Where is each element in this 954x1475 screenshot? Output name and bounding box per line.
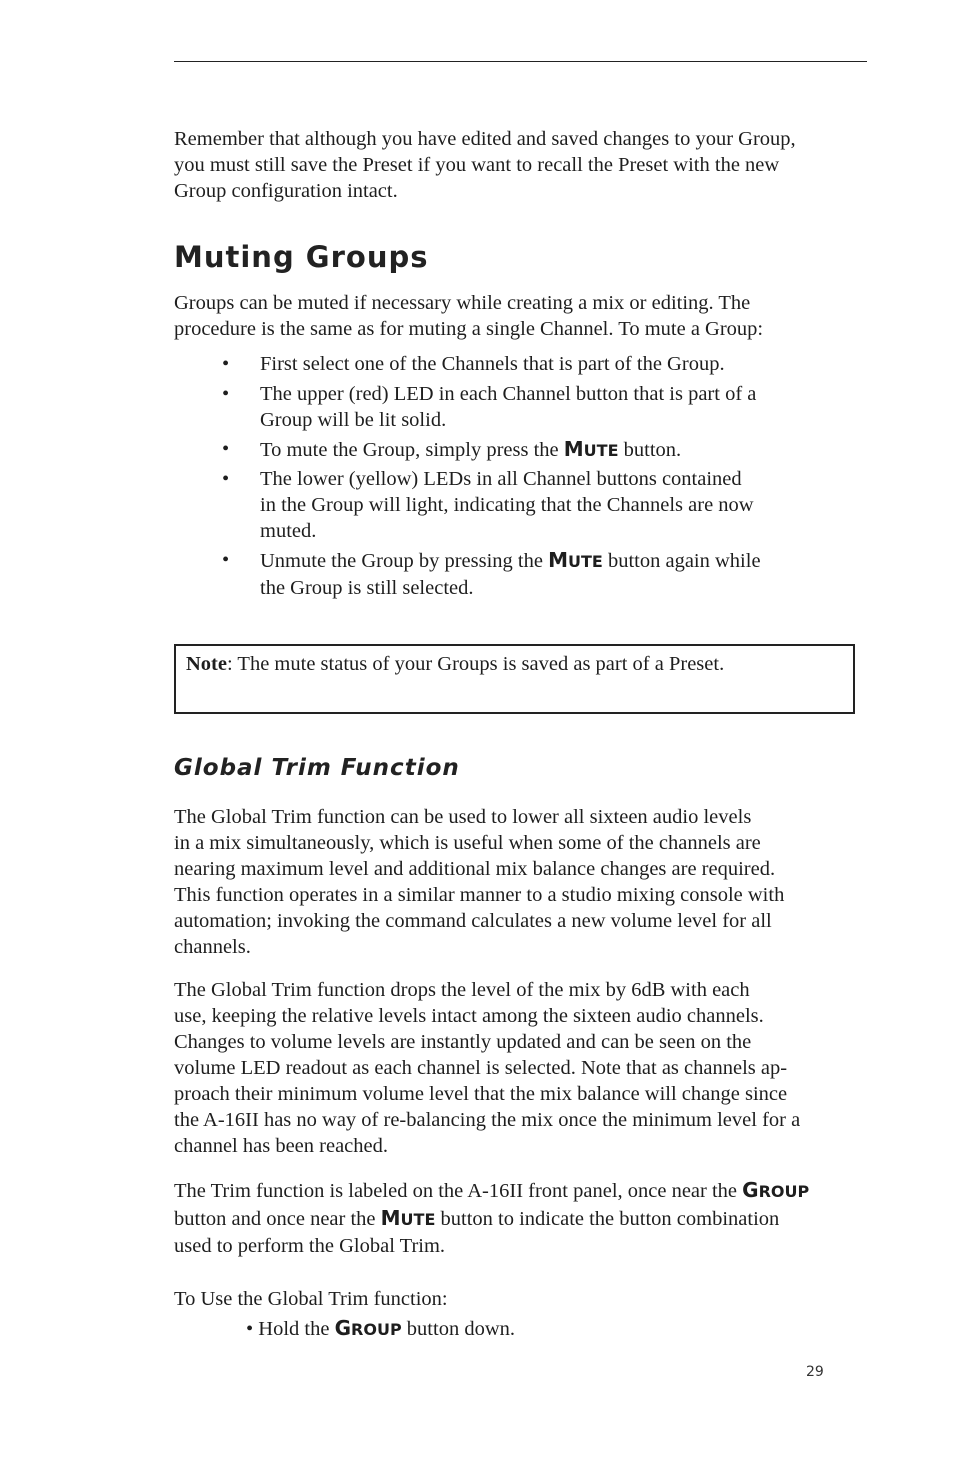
global-trim-heading: Global Trim Function — [174, 755, 460, 781]
muting-groups-heading: Muting Groups — [174, 240, 429, 274]
trim-paragraph-3: The Trim function is labeled on the A-16II front panel, once near the GROUP button and once near the MUTE button to indicate the button combination used to perform the Global Trim. — [174, 1178, 810, 1257]
note-box — [174, 644, 855, 714]
page-number: 29 — [806, 1364, 824, 1380]
mute-key-label: MUTE — [548, 548, 603, 572]
mute-key-label: MUTE — [380, 1206, 436, 1230]
trim-use-title: To Use the Global Trim function: — [174, 1288, 448, 1310]
muting-paragraph: Groups can be muted if necessary while creating a mix or editing. The procedure is the same as for muting a single Channel. To mute a Group: — [174, 292, 764, 340]
group-key-label: GROUP — [742, 1178, 810, 1202]
trim-paragraph-1: The Global Trim function can be used to lower all sixteen audio levels in a mix simultaneously, which is useful when some of the channels are nearing maximum level and additional mix balance changes are required. This function operates in a similar manner to a studio mixing console with automation; invoking the command calculates a new volume level for all channels. — [174, 806, 785, 958]
trim-paragraph-2: The Global Trim function drops the level of the mix by 6dB with each use, keeping the relative levels intact among the sixteen audio channels. Changes to volume levels are instantly updated and can be seen on the volume LED readout as each channel is selected. Note that as channels ap- proach their minimum volume level that the mix balance will change since the A-16II has no way of re-balancing the mix once the minimum level for a channel has been reached. — [174, 979, 801, 1157]
hold-group-step: • Hold the GROUP button down. — [246, 1316, 515, 1340]
note-text: Note: The mute status of your Groups is saved as part of a Preset. — [186, 653, 725, 675]
intro-paragraph: Remember that although you have edited and saved changes to your Group, you must still save the Preset if you want to recall the Preset with the new Group configuration intact. — [174, 128, 796, 202]
group-key-label: GROUP — [334, 1316, 402, 1340]
mute-key-label: MUTE — [563, 437, 619, 461]
header-rule — [174, 61, 867, 62]
note-label: Note — [186, 653, 227, 675]
